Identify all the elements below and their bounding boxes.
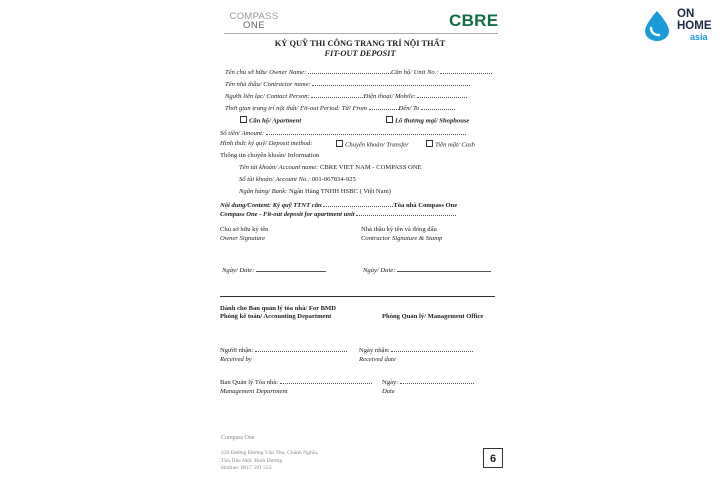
unit-label: Căn hộ/ Unit No.: [390,69,439,76]
content-en-unit-field[interactable] [356,209,456,216]
form-title-en: FIT-OUT DEPOSIT [324,49,396,58]
owner-name-row [225,67,492,76]
receive-date-label: Ngày nhận: [359,347,390,354]
transfer-option[interactable] [336,140,409,149]
compass-one-logo [224,12,284,30]
content-en: Compass One - Fit-out deposit for apartment unit [220,211,355,218]
compass-logo-bottom: ONE [242,20,266,31]
amount-field[interactable] [266,128,466,135]
footer-address [221,450,318,473]
mgmt-date-row [382,377,474,396]
receiver-field[interactable] [255,345,347,352]
onhome-line2: HOME [677,20,712,32]
account-no-row [239,176,356,183]
onhome-asia-logo [642,7,712,47]
deposit-method-label: Hình thức ký quỹ/ Deposit method: [220,140,313,147]
account-name-label: Tên tài khoản/ Account name: [239,164,319,171]
footer-address-2: Thủ Dầu Một, Bình Dương [221,457,283,464]
period-to-field[interactable] [421,103,455,110]
owner-signature-en: Owner Signature [220,235,265,242]
receiver-row [220,345,347,364]
receive-date-row [359,345,473,364]
compass-logo-top: COMPASS [229,11,279,22]
header-divider [224,33,498,34]
cash-label: Tiền mặt/ Cash [435,141,475,149]
contractor-signature-block [361,225,442,243]
contractor-label: Tên nhà thầu/ Contractor name: [225,81,311,88]
contact-label: Người liên lạc/ Contact Person: [225,93,310,100]
page-number: 6 [489,453,497,465]
contractor-date-field[interactable] [397,265,491,272]
period-to-label: Đến/ To [398,105,420,112]
management-office-label: Phòng Quản lý/ Management Office [382,313,484,320]
content-vn-row [220,200,457,209]
owner-name-label: Tên chủ sở hữu/ Owner Name: [225,69,307,76]
content-vn-suffix: Tòa nhà Compass One [393,202,458,209]
apartment-label: Căn hộ/ Apartment [249,117,302,125]
account-name-value: CBRE VIET NAM - COMPASS ONE [320,164,422,171]
content-vn-prefix: Nội dung/Content: Ký quỹ TTNT căn [220,202,322,209]
unit-field[interactable] [440,67,492,74]
owner-date-field[interactable] [256,265,326,272]
content-unit-field[interactable] [323,200,393,207]
transfer-label: Chuyển khoản/ Transfer [345,141,409,149]
bmd-heading: Dành cho Ban quản lý tòa nhà/ For BMD [220,305,337,312]
owner-date-label: Ngày/ Date: [222,267,255,274]
owner-signature-vn: Chủ sở hữu ký tên [220,226,269,233]
footer-address-1: 239 Đường Đường Văn Thu, Chánh Nghĩa, [221,450,319,456]
accounting-dept-label: Phòng kế toán/ Accounting Department [220,313,332,320]
apartment-option[interactable] [240,116,301,125]
bank-label: Ngân hàng/ Bank: [239,188,288,195]
contractor-signature-en: Contractor Signature & Stamp [361,235,443,242]
contractor-signature-vn: Nhà thầu ký tên và đóng dấu [361,226,437,233]
account-name-row [239,164,422,171]
contractor-date-label: Ngày/ Date: [363,267,396,274]
transfer-checkbox[interactable] [336,140,343,147]
apartment-checkbox[interactable] [240,116,247,123]
amount-row [220,128,466,137]
phone-field[interactable] [417,91,467,98]
contact-field[interactable] [311,91,363,98]
mgmt-label: Ban Quản lý Tòa nhà: [220,379,279,386]
contractor-row [225,79,470,88]
mgmt-date-field[interactable] [400,377,474,384]
onhome-line1: ON [677,8,695,20]
received-date-label: Received date [359,356,396,363]
droplet-icon [642,10,672,42]
contractor-date-row [363,265,491,274]
owner-signature-block [220,225,268,243]
mgmt-row [220,377,372,396]
footer-hotline: Hotline: 0917 591 553 [221,465,272,471]
contact-row [225,91,467,100]
mgmt-date-label: Ngày: [382,379,399,386]
period-label: Thời gian trang trí nội thất/ Fit-out Period: Từ/ From [225,105,367,112]
mgmt-field[interactable] [280,377,372,384]
period-from-field[interactable] [369,103,399,110]
shophouse-label: Lô thương mại/ Shophouse [395,117,470,125]
page-number-box [483,448,503,468]
form-title-vn: KÝ QUỸ THI CÔNG TRANG TRÍ NỘI THẤT [274,39,446,48]
content-en-row [220,209,456,218]
bank-value: Ngân Hàng TNHH HSBC ( Việt Nam) [289,188,391,195]
bmd-divider [220,296,495,297]
mgmt-en-label: Management Department [220,388,288,395]
received-by-label: Received by [220,356,252,363]
transfer-info-label: Thông tin chuyển khoản/ Information [220,152,320,159]
bank-row [239,188,391,195]
shophouse-option[interactable] [386,116,469,125]
cbre-logo: CBRE [449,11,499,30]
cash-checkbox[interactable] [426,140,433,147]
deposit-method-row [220,140,312,147]
owner-name-field[interactable] [308,67,391,74]
receiver-label: Người nhận: [220,347,254,354]
receive-date-field[interactable] [391,345,473,352]
contractor-field[interactable] [312,79,470,86]
onhome-line3: asia [690,32,708,42]
period-row [225,103,455,112]
cash-option[interactable] [426,140,475,149]
shophouse-checkbox[interactable] [386,116,393,123]
footer-company: Compass One [221,435,255,441]
account-no-label: Số tài khoản/ Account No.: [239,176,311,183]
mgmt-date-en: Date [382,388,395,395]
account-no-value: 001-067834-925 [311,176,356,183]
phone-label: Điện thoại/ Mobile: [363,93,416,100]
amount-label: Số tiền/ Amount: [220,130,265,137]
owner-date-row [222,265,326,274]
